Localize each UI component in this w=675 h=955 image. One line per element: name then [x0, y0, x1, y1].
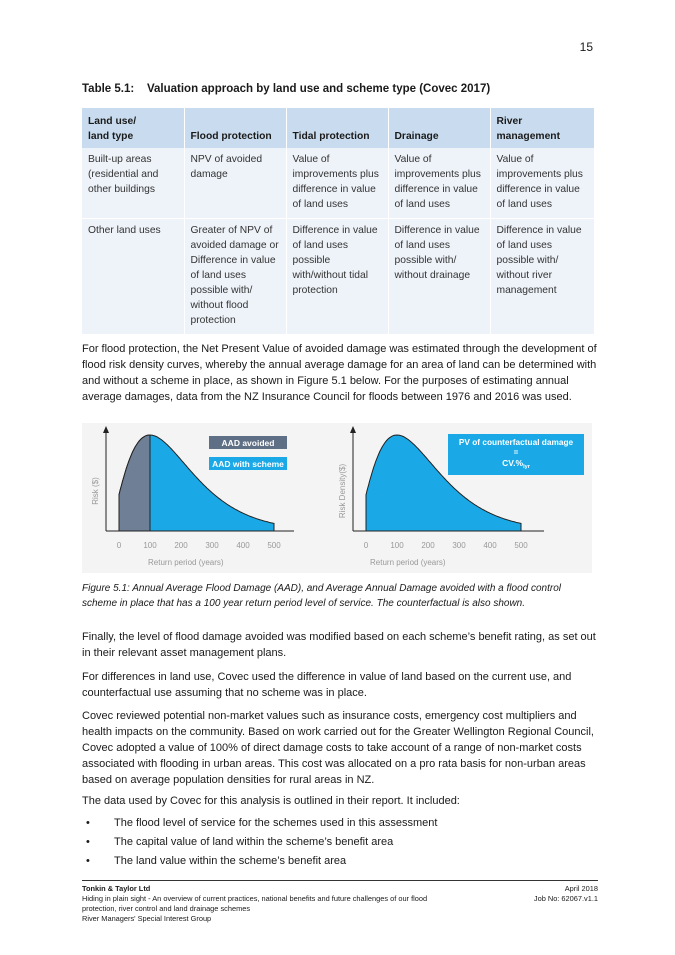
table-row — [82, 148, 594, 219]
x-tick-label: 500 — [514, 541, 528, 550]
footer-report-title: Hiding in plain sight - An overview of current practices, national benefits and future challenges of our flood — [82, 894, 428, 903]
list-item: • The flood level of service for the schemes used in this assessment — [82, 814, 598, 833]
header-land-use: Land use/ land type — [82, 108, 184, 148]
footer-job-number: Job No: 62067.v1.1 — [533, 894, 598, 903]
aad-avoided-area — [119, 435, 150, 531]
header-drainage: Drainage — [388, 108, 490, 148]
data-list — [82, 814, 598, 871]
table-cell: Greater of NPV of avoided damage or Difference in value of land uses possible with/ without flood protection — [184, 219, 286, 335]
y-axis-label: Risk Density($) — [338, 463, 347, 519]
x-tick-label: 300 — [452, 541, 466, 550]
paragraph-flood-protection: For flood protection, the Net Present Value of avoided damage was estimated through the development of flood risk density curves, whereby the annual average damage for an area of land can be determined with and without a scheme in place, as shown in Figure 5.1 below. For the purposes of estimating annual average damages, data from the NZ Insurance Council for floods between 1976 and 2016 was used. — [82, 343, 597, 403]
footer-divider — [82, 880, 598, 881]
page-number: 15 — [579, 40, 593, 54]
chart-counterfactual — [334, 423, 592, 573]
footer-company: Tonkin & Taylor Ltd — [82, 884, 151, 893]
bullet-icon: • — [86, 836, 90, 848]
paragraph-land-use: For differences in land use, Covec used the difference in value of land based on the current use, and counterfactual use assuming that no scheme was in place. — [82, 671, 572, 699]
x-tick-label: 100 — [390, 541, 404, 550]
chart-counterfactual-panel — [334, 423, 592, 573]
paragraph-non-market: Covec reviewed potential non-market values such as insurance costs, emergency cost multipliers and health impacts on the community. Based on work carried out for the Greater Wellington Regional Council, Covec adopted a value of 100% of direct damage costs to take account of a range of non-market costs associated with flooding in urban areas. This cost was allocated on a pro rata basis for non-urban areas based on average population densities for rural areas in NZ. — [82, 710, 594, 786]
x-tick-labels — [117, 541, 281, 550]
bullet-icon: • — [86, 855, 90, 867]
x-tick-label: 200 — [421, 541, 435, 550]
legend-aad-with-scheme: AAD with scheme — [212, 459, 284, 469]
x-tick-label: 200 — [174, 541, 188, 550]
table-cell: Value of improvements plus difference in value of land uses — [490, 148, 594, 219]
paragraph-data-used: The data used by Covec for this analysis is outlined in their report. It included: — [82, 795, 460, 807]
legend-equals: = — [513, 448, 519, 457]
table-cell: Difference in value of land uses possible with/without tidal protection — [286, 219, 388, 335]
figure-caption: Figure 5.1: Annual Average Flood Damage (AAD), and Average Annual Damage avoided with a flood control scheme in place that has a 100 year return period level of service. The counterfactual is also shown. — [82, 583, 561, 609]
table-cell: Difference in value of land uses possible with/ without drainage — [388, 219, 490, 335]
bullet-icon: • — [86, 817, 90, 829]
x-tick-label: 400 — [483, 541, 497, 550]
table-title: Table 5.1: Valuation approach by land use and scheme type (Covec 2017) — [82, 83, 491, 95]
list-item: • The capital value of land within the scheme’s benefit area — [82, 833, 598, 852]
table-row — [82, 219, 594, 335]
header-river-management: River management — [490, 108, 594, 148]
table-cell: Other land uses — [82, 219, 184, 335]
legend-counterfactual-title: PV of counterfactual damage — [458, 437, 574, 447]
legend-formula: $CV.\%_{lyr}$ — [502, 458, 530, 470]
footer-report-title-cont: protection, river control and land drainage schemes — [82, 904, 251, 913]
y-axis-arrow — [103, 426, 109, 433]
chart-aad-panel — [82, 423, 340, 573]
x-tick-label: 400 — [236, 541, 250, 550]
table-cell: Value of improvements plus difference in value of land uses — [286, 148, 388, 219]
x-axis-label: Return period (years) — [148, 558, 224, 567]
table-header-row — [82, 108, 594, 148]
header-tidal-protection: Tidal protection — [286, 108, 388, 148]
header-flood-protection: Flood protection — [184, 108, 286, 148]
x-tick-label: 500 — [267, 541, 281, 550]
table-cell: Difference in value of land uses possible with/ without river management — [490, 219, 594, 335]
valuation-table — [82, 108, 595, 334]
x-tick-labels — [364, 541, 528, 550]
x-tick-label: 0 — [363, 541, 369, 550]
y-axis-label: Risk ($) — [91, 477, 100, 505]
y-axis-arrow — [350, 426, 356, 433]
footer-date: April 2018 — [564, 884, 598, 893]
table-cell: NPV of avoided damage — [184, 148, 286, 219]
x-axis-label: Return period (years) — [370, 558, 446, 567]
x-tick-label: 100 — [143, 541, 157, 550]
footer-client: River Managers' Special Interest Group — [82, 914, 212, 923]
footer-left — [82, 884, 452, 924]
footer-right — [534, 884, 598, 904]
list-item: • The land value within the scheme’s benefit area — [82, 852, 598, 871]
table-cell: Value of improvements plus difference in value of land uses — [388, 148, 490, 219]
legend-aad-avoided: AAD avoided — [221, 438, 275, 448]
paragraph-benefit-rating: Finally, the level of flood damage avoided was modified based on each scheme’s benefit rating, as set out in their relevant asset management plans. — [82, 631, 596, 659]
x-tick-label: 300 — [205, 541, 219, 550]
chart-aad — [82, 423, 340, 573]
x-tick-label: 0 — [116, 541, 122, 550]
table-cell: Built-up areas (residential and other buildings — [82, 148, 184, 219]
